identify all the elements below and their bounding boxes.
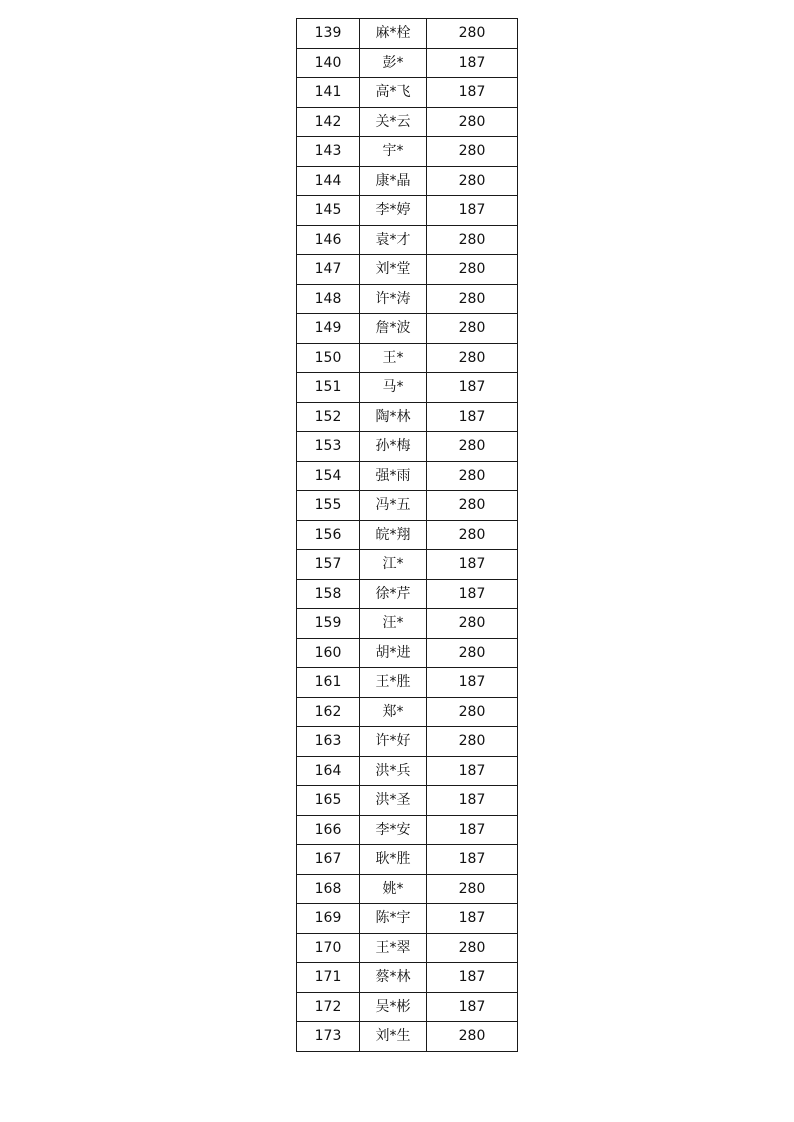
name-cell: 洪*兵 (360, 756, 427, 786)
name-cell: 许*涛 (360, 284, 427, 314)
amount-cell: 187 (427, 963, 518, 993)
row-number-cell: 168 (297, 874, 360, 904)
name-cell: 孙*梅 (360, 432, 427, 462)
amount-cell: 187 (427, 845, 518, 875)
name-cell: 麻*栓 (360, 19, 427, 49)
amount-cell: 187 (427, 48, 518, 78)
name-cell: 关*云 (360, 107, 427, 137)
row-number-cell: 154 (297, 461, 360, 491)
amount-cell: 187 (427, 815, 518, 845)
table-row (297, 402, 518, 432)
row-number-cell: 149 (297, 314, 360, 344)
amount-cell: 187 (427, 668, 518, 698)
name-cell: 汪* (360, 609, 427, 639)
row-number-cell: 172 (297, 992, 360, 1022)
amount-cell: 280 (427, 255, 518, 285)
row-number-cell: 156 (297, 520, 360, 550)
row-number-cell: 164 (297, 756, 360, 786)
name-cell: 康*晶 (360, 166, 427, 196)
row-number-cell: 159 (297, 609, 360, 639)
table-row (297, 373, 518, 403)
amount-cell: 280 (427, 491, 518, 521)
table-row (297, 19, 518, 49)
row-number-cell: 147 (297, 255, 360, 285)
row-number-cell: 155 (297, 491, 360, 521)
row-number-cell: 139 (297, 19, 360, 49)
name-cell: 陈*宇 (360, 904, 427, 934)
table-row (297, 137, 518, 167)
table-row (297, 284, 518, 314)
table-row (297, 933, 518, 963)
table-row (297, 579, 518, 609)
row-number-cell: 143 (297, 137, 360, 167)
row-number-cell: 161 (297, 668, 360, 698)
row-number-cell: 158 (297, 579, 360, 609)
amount-cell: 187 (427, 992, 518, 1022)
table-row (297, 756, 518, 786)
table-row (297, 461, 518, 491)
amount-cell: 187 (427, 196, 518, 226)
table-row (297, 196, 518, 226)
table-row (297, 48, 518, 78)
name-cell: 詹*波 (360, 314, 427, 344)
name-cell: 马* (360, 373, 427, 403)
table-row (297, 520, 518, 550)
name-cell: 皖*翔 (360, 520, 427, 550)
amount-cell: 187 (427, 550, 518, 580)
table-row (297, 255, 518, 285)
amount-cell: 280 (427, 107, 518, 137)
amount-cell: 280 (427, 933, 518, 963)
amount-cell: 280 (427, 19, 518, 49)
amount-cell: 187 (427, 579, 518, 609)
amount-cell: 187 (427, 786, 518, 816)
name-cell: 姚* (360, 874, 427, 904)
row-number-cell: 167 (297, 845, 360, 875)
name-cell: 江* (360, 550, 427, 580)
table-row (297, 491, 518, 521)
amount-cell: 280 (427, 225, 518, 255)
row-number-cell: 166 (297, 815, 360, 845)
roster-table (296, 18, 518, 1052)
row-number-cell: 171 (297, 963, 360, 993)
table-row (297, 609, 518, 639)
row-number-cell: 144 (297, 166, 360, 196)
name-cell: 李*婷 (360, 196, 427, 226)
name-cell: 冯*五 (360, 491, 427, 521)
row-number-cell: 153 (297, 432, 360, 462)
amount-cell: 280 (427, 697, 518, 727)
row-number-cell: 140 (297, 48, 360, 78)
row-number-cell: 157 (297, 550, 360, 580)
table-row (297, 786, 518, 816)
amount-cell: 280 (427, 727, 518, 757)
row-number-cell: 141 (297, 78, 360, 108)
amount-cell: 280 (427, 874, 518, 904)
row-number-cell: 152 (297, 402, 360, 432)
name-cell: 陶*林 (360, 402, 427, 432)
row-number-cell: 165 (297, 786, 360, 816)
table-row (297, 815, 518, 845)
name-cell: 蔡*林 (360, 963, 427, 993)
row-number-cell: 148 (297, 284, 360, 314)
table-row (297, 343, 518, 373)
row-number-cell: 173 (297, 1022, 360, 1052)
name-cell: 洪*圣 (360, 786, 427, 816)
table-row (297, 697, 518, 727)
table-row (297, 904, 518, 934)
amount-cell: 280 (427, 432, 518, 462)
name-cell: 彭* (360, 48, 427, 78)
row-number-cell: 145 (297, 196, 360, 226)
amount-cell: 280 (427, 314, 518, 344)
name-cell: 王*胜 (360, 668, 427, 698)
row-number-cell: 146 (297, 225, 360, 255)
name-cell: 徐*芹 (360, 579, 427, 609)
row-number-cell: 150 (297, 343, 360, 373)
name-cell: 王*翠 (360, 933, 427, 963)
table-row (297, 845, 518, 875)
row-number-cell: 162 (297, 697, 360, 727)
amount-cell: 280 (427, 520, 518, 550)
table-row (297, 1022, 518, 1052)
table-row (297, 963, 518, 993)
amount-cell: 280 (427, 166, 518, 196)
row-number-cell: 160 (297, 638, 360, 668)
amount-cell: 280 (427, 609, 518, 639)
table-row (297, 166, 518, 196)
name-cell: 强*雨 (360, 461, 427, 491)
name-cell: 刘*生 (360, 1022, 427, 1052)
amount-cell: 187 (427, 78, 518, 108)
name-cell: 袁*才 (360, 225, 427, 255)
row-number-cell: 170 (297, 933, 360, 963)
table-row (297, 550, 518, 580)
amount-cell: 187 (427, 402, 518, 432)
amount-cell: 280 (427, 461, 518, 491)
amount-cell: 280 (427, 284, 518, 314)
table-row (297, 432, 518, 462)
row-number-cell: 169 (297, 904, 360, 934)
name-cell: 许*好 (360, 727, 427, 757)
name-cell: 李*安 (360, 815, 427, 845)
table-row (297, 638, 518, 668)
amount-cell: 280 (427, 1022, 518, 1052)
table-row (297, 78, 518, 108)
amount-cell: 280 (427, 343, 518, 373)
name-cell: 胡*进 (360, 638, 427, 668)
amount-cell: 187 (427, 373, 518, 403)
amount-cell: 187 (427, 756, 518, 786)
row-number-cell: 151 (297, 373, 360, 403)
table-row (297, 992, 518, 1022)
name-cell: 宇* (360, 137, 427, 167)
name-cell: 高*飞 (360, 78, 427, 108)
name-cell: 吴*彬 (360, 992, 427, 1022)
name-cell: 耿*胜 (360, 845, 427, 875)
table-row (297, 874, 518, 904)
table-row (297, 314, 518, 344)
table-row (297, 107, 518, 137)
name-cell: 郑* (360, 697, 427, 727)
name-cell: 王* (360, 343, 427, 373)
amount-cell: 187 (427, 904, 518, 934)
table-row (297, 225, 518, 255)
amount-cell: 280 (427, 137, 518, 167)
row-number-cell: 163 (297, 727, 360, 757)
table-row (297, 727, 518, 757)
roster-table-body (297, 19, 518, 1052)
name-cell: 刘*堂 (360, 255, 427, 285)
table-row (297, 668, 518, 698)
amount-cell: 280 (427, 638, 518, 668)
row-number-cell: 142 (297, 107, 360, 137)
